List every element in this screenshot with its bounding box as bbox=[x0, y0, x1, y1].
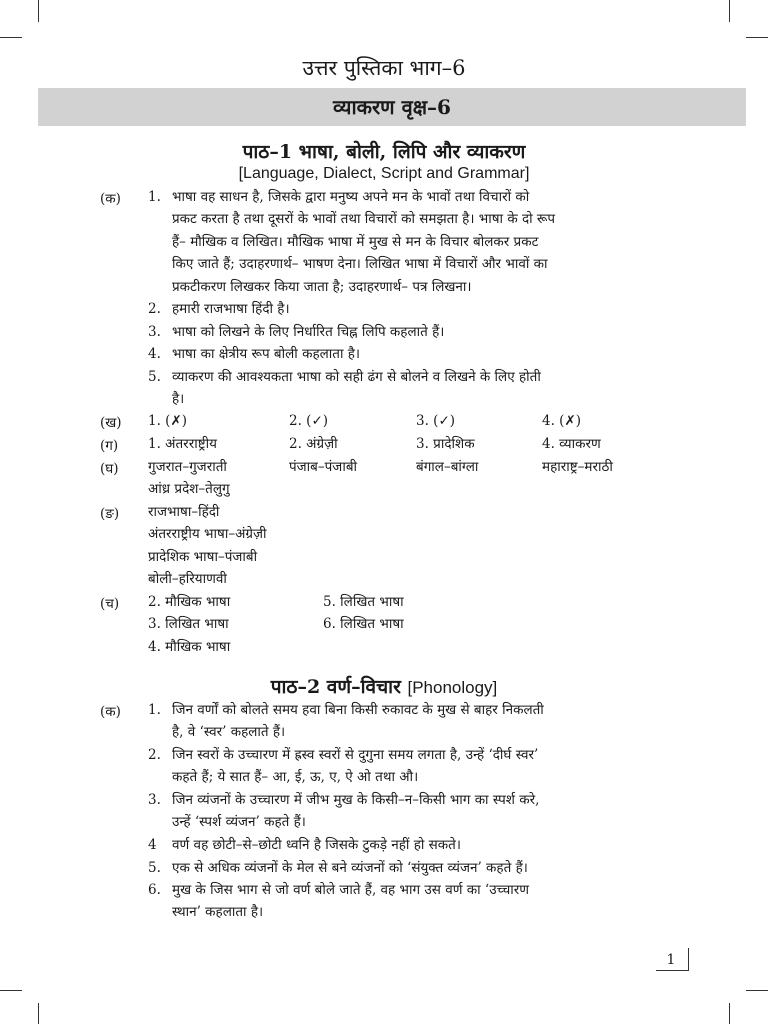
section-label: (ङ) bbox=[100, 506, 120, 522]
answer-line: हैं– मौखिक व लिखित। मौखिक भाषा में मुख से मन के विचार बोलकर प्रकट bbox=[172, 234, 539, 250]
section-label: (क) bbox=[100, 704, 121, 720]
answer-cell: आंध्र प्रदेश–तेलुगु bbox=[148, 481, 230, 497]
answer-cell: 2. (✓) bbox=[289, 413, 329, 429]
lesson-2-title bbox=[0, 673, 768, 699]
page-header: उत्तर पुस्तिका भाग–6 bbox=[302, 56, 466, 80]
answer-line: भाषा का क्षेत्रीय रूप बोली कहलाता है। bbox=[172, 346, 361, 362]
answer-line: व्याकरण की आवश्यकता भाषा को सही ढंग से बोलने व लिखने के लिए होती bbox=[172, 369, 541, 385]
item-number: 2. bbox=[148, 301, 161, 317]
lesson-2-title-english: [Phonology] bbox=[407, 678, 498, 697]
answer-line: जिन स्वरों के उच्चारण में ह्रस्व स्वरों से दुगुना समय लगता है, उन्हें ‘दीर्घ स्वर’ bbox=[172, 747, 539, 763]
answer-line: स्थान’ कहलाता है। bbox=[172, 904, 264, 920]
item-number: 2. bbox=[148, 747, 161, 763]
answer-cell: 3. लिखित भाषा bbox=[148, 616, 229, 632]
answer-line: जिन व्यंजनों के उच्चारण में जीभ मुख के किसी–न–किसी भाग का स्पर्श करे, bbox=[172, 792, 540, 808]
crop-mark bbox=[38, 1003, 39, 1024]
section-label: (घ) bbox=[100, 461, 119, 477]
answer-line: मुख के जिस भाग से जो वर्ण बोले जाते हैं, वह भाग उस वर्ण का ‘उच्चारण bbox=[172, 882, 530, 898]
answer-cell: बंगाल–बांग्ला bbox=[416, 459, 479, 475]
crop-mark bbox=[38, 0, 39, 22]
page-number-rule bbox=[656, 970, 688, 971]
answer-line: प्रकटीकरण लिखकर किया जाता है; उदाहरणार्थ– पत्र लिखना। bbox=[172, 279, 472, 295]
item-number: 6. bbox=[148, 882, 161, 898]
item-number: 5. bbox=[148, 860, 161, 876]
section-label: (क) bbox=[100, 191, 121, 207]
crop-mark bbox=[746, 37, 768, 38]
answer-cell: 3. प्रादेशिक bbox=[416, 436, 475, 452]
answer-cell: 5. लिखित भाषा bbox=[323, 594, 404, 610]
answer-line: भाषा वह साधन है, जिसके द्वारा मनुष्य अपने मन के भावों तथा विचारों को bbox=[172, 189, 530, 205]
answer-line: प्रकट करता है तथा दूसरों के भावों तथा विचारों को समझता है। भाषा के दो रूप bbox=[172, 211, 556, 227]
section-label: (ग) bbox=[100, 438, 119, 454]
answer-cell: 4. (✗) bbox=[542, 413, 582, 429]
answer-cell: 6. लिखित भाषा bbox=[323, 616, 404, 632]
page-number-rule bbox=[688, 948, 689, 971]
item-number: 3. bbox=[148, 792, 161, 808]
answer-cell: महाराष्ट्र–मराठी bbox=[542, 459, 613, 475]
crop-mark bbox=[0, 37, 22, 38]
lesson-1-subtitle: [Language, Dialect, Script and Grammar] bbox=[238, 165, 530, 182]
answer-line: है। bbox=[172, 391, 185, 407]
item-number: 1. bbox=[148, 189, 161, 205]
answer-cell: 4. व्याकरण bbox=[542, 436, 601, 452]
lesson-2-title-hindi: पाठ–2 वर्ण–विचार bbox=[270, 676, 401, 698]
answer-line: कहते हैं; ये सात हैं– आ, ई, ऊ, ए, ऐ ओ तथा औ। bbox=[172, 769, 419, 785]
answer-line: भाषा को लिखने के लिए निर्धारित चिह्न लिपि कहलाते हैं। bbox=[172, 324, 445, 340]
answer-cell: 2. अंग्रेज़ी bbox=[289, 436, 338, 452]
section-band-title: व्याकरण वृक्ष–6 bbox=[38, 88, 746, 126]
crop-mark bbox=[729, 1003, 730, 1024]
item-number: 1. bbox=[148, 702, 161, 718]
answer-cell: गुजरात–गुजराती bbox=[148, 459, 227, 475]
answer-line: किए जाते हैं; उदाहरणार्थ– भाषण देना। लिखित भाषा में विचारों और भावों का bbox=[172, 256, 548, 272]
section-label: (च) bbox=[100, 596, 120, 612]
lesson-1-title: पाठ–1 भाषा, बोली, लिपि और व्याकरण bbox=[242, 141, 526, 163]
answer-cell: 1. अंतरराष्ट्रीय bbox=[148, 436, 217, 452]
answer-line: उन्हें ‘स्पर्श व्यंजन’ कहते हैं। bbox=[172, 814, 306, 830]
answer-line: वर्ण वह छोटी–से–छोटी ध्वनि है जिसके टुकड़े नहीं हो सकते। bbox=[172, 837, 461, 853]
answer-cell: 2. मौखिक भाषा bbox=[148, 594, 231, 610]
crop-mark bbox=[746, 990, 768, 991]
answer-line: अंतरराष्ट्रीय भाषा–अंग्रेज़ी bbox=[148, 526, 267, 542]
answer-line: प्रादेशिक भाषा–पंजाबी bbox=[148, 549, 258, 565]
section-label: (ख) bbox=[100, 415, 122, 431]
answer-line: हमारी राजभाषा हिंदी है। bbox=[172, 301, 290, 317]
item-number: 5. bbox=[148, 369, 161, 385]
item-number: 4 bbox=[148, 837, 157, 853]
answer-line: है, वे ‘स्वर’ कहलाते हैं। bbox=[172, 724, 286, 740]
crop-mark bbox=[0, 990, 22, 991]
page-number: 1 bbox=[666, 952, 676, 968]
item-number: 4. bbox=[148, 346, 161, 362]
item-number: 3. bbox=[148, 324, 161, 340]
answer-line: बोली–हरियाणवी bbox=[148, 571, 227, 587]
answer-cell: 3. (✓) bbox=[416, 413, 456, 429]
crop-mark bbox=[729, 0, 730, 22]
answer-cell: पंजाब–पंजाबी bbox=[289, 459, 358, 475]
answer-line: राजभाषा–हिंदी bbox=[148, 504, 220, 520]
answer-line: एक से अधिक व्यंजनों के मेल से बने व्यंजनों को ‘संयुक्त व्यंजन’ कहते हैं। bbox=[172, 860, 528, 876]
answer-line: जिन वर्णों को बोलते समय हवा बिना किसी रुकावट के मुख से बाहर निकलती bbox=[172, 702, 544, 718]
answer-cell: 1. (✗) bbox=[148, 413, 188, 429]
answer-cell: 4. मौखिक भाषा bbox=[148, 639, 231, 655]
